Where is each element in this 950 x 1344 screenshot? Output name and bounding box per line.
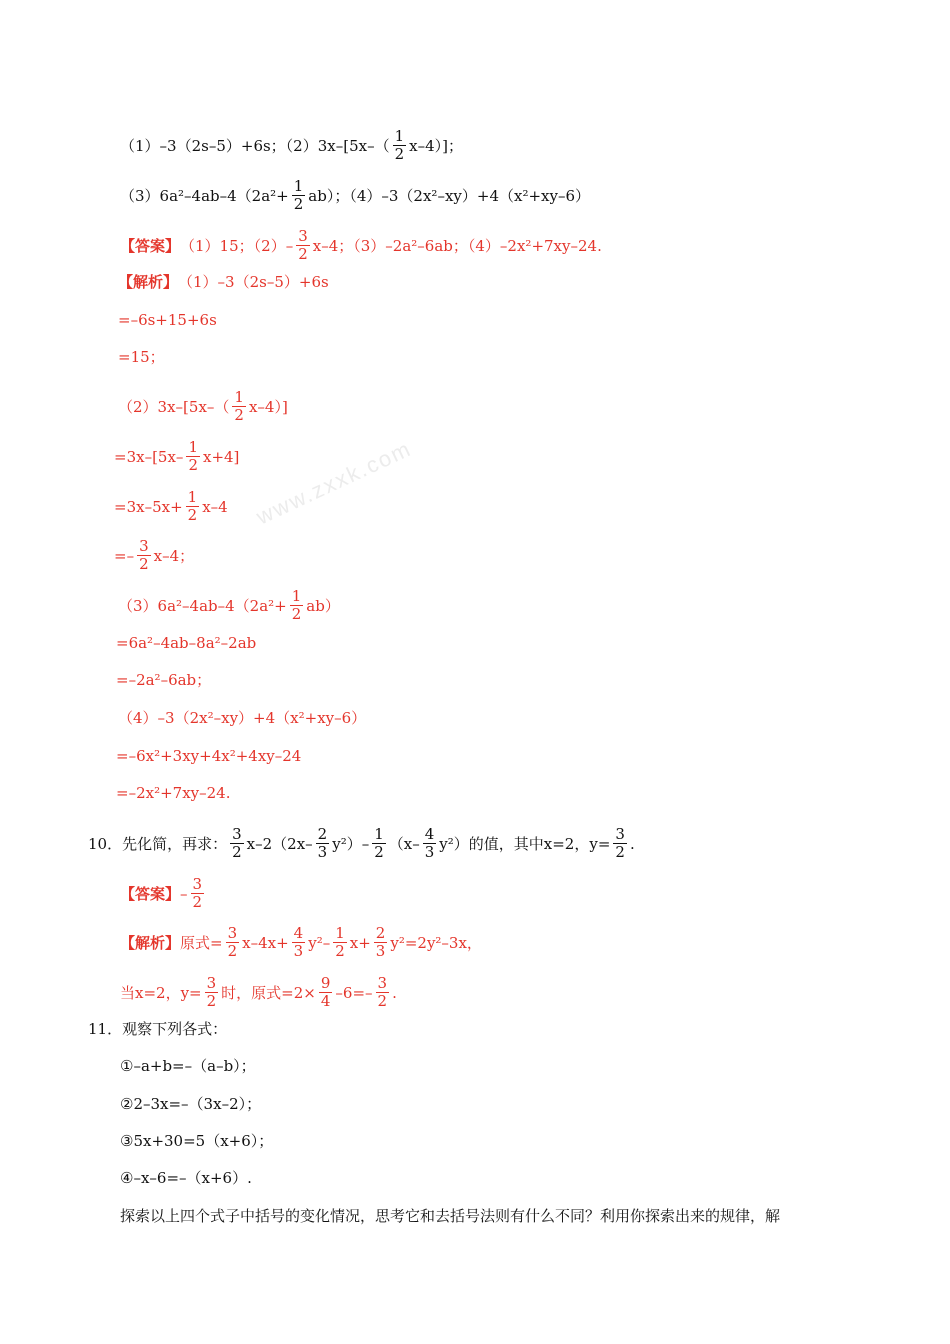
q9-analysis-1 [118,272,329,292]
text: ab）；（4）–3（2x²–xy）+4（x²+xy–6） [308,186,591,205]
fraction: $\frac{2}{3}$ [375,924,386,960]
q10-answer: 【答案】 – $\frac{3}{2}$ [120,875,203,911]
q9-step: =6a²–4ab–8a²–2ab [116,634,257,652]
q9-line-1 [120,128,463,163]
fraction: $\frac{3}{2}$ [615,825,625,861]
fraction: $\frac{3}{2}$ [139,537,149,573]
list-item: ②2–3x=–（3x–2）； [120,1095,262,1113]
text: x–4）]； [409,136,463,155]
fraction: $\frac{1}{2}$ [335,924,345,960]
q9-step: （4）–3（2x²–xy）+4（x²+xy–6） [118,709,367,727]
q11-explore: 探索以上四个式子中括号的变化情况，思考它和去括号法则有什么不同？利用你探索出来的规律，解 [120,1207,781,1225]
text: （1）–3（2s–5）+6s [178,273,329,291]
q9-step: =3x–[5x– $\frac{1}{2}$ x+4] [114,438,240,474]
fraction: $\frac{3}{2}$ [192,875,203,911]
q9-step: =–2x²+7xy–24. [116,784,231,802]
question-number: 10． [88,834,123,853]
fraction: $\frac{1}{2}$ [234,388,244,424]
fraction: $\frac{4}{3}$ [424,825,435,861]
q9-step: （3）6a²–4ab–4（2a²+ $\frac{1}{2}$ ab） [118,587,340,623]
q9-step: =3x–5x+ $\frac{1}{2}$ x–4 [114,488,228,524]
q10-analysis-1: 【解析】 原式= $\frac{3}{2}$ x–4x+ $\frac{4}{3}$ y²– $\frac{1}{2}$ x+ $\frac{2}{3}$ y²=2y²–3x， [120,924,482,960]
fraction: $\frac{3}{2}$ [206,974,217,1010]
fraction: $\frac{1}{2}$ [394,127,405,163]
fraction: $\frac{3}{2}$ [232,825,242,861]
analysis-label: 【解析】 [118,273,179,291]
answer-label: 【答案】 [120,884,181,903]
q9-step: =–2a²–6ab； [116,671,212,689]
text: （3）6a²–4ab–4（2a²+ [120,186,289,205]
fraction: $\frac{4}{3}$ [293,924,304,960]
fraction: $\frac{3}{2}$ [377,974,388,1010]
fraction: $\frac{1}{2}$ [291,587,302,623]
watermark: www.zxxk.com [252,435,416,530]
question-number: 11． [88,1020,123,1038]
q10-analysis-2: 当x=2，y= $\frac{3}{2}$ 时，原式=2× $\frac{9}{4}$ –6=– $\frac{3}{2}$ . [120,974,397,1010]
fraction: $\frac{1}{2}$ [188,438,198,474]
q9-step: =–6s+15+6s [118,311,217,329]
q10-question: 10． 先化简，再求： $\frac{3}{2}$ x–2（2x– $\frac{2}{3}$ y²）– $\frac{1}{2}$ （x– $\frac{4}{3}$ y²）的值，其中x=2，y= $\frac{3}{2}$ . [88,825,635,861]
text: （1）15；（2）– [180,236,294,255]
list-item: ④–x–6=–（x+6）. [120,1169,252,1187]
text: x–4；（3）–2a²–6ab；（4）–2x²+7xy–24. [312,236,602,255]
q9-step: =–6x²+3xy+4x²+4xy–24 [116,747,302,765]
list-item: ①–a+b=–（a–b）； [120,1057,256,1075]
q9-line-2 [120,178,590,213]
q9-answer [120,228,602,263]
analysis-label: 【解析】 [120,933,181,952]
answer-label: 【答案】 [120,236,181,255]
fraction: $\frac{1}{2}$ [187,488,198,524]
fraction: $\frac{3}{2}$ [298,227,308,263]
list-item: ③5x+30=5（x+6）； [120,1132,274,1150]
q11-title: 11． 观察下列各式： [88,1020,228,1038]
q9-step: （2）3x–[5x–（ $\frac{1}{2}$ x–4）] [118,388,288,424]
fraction: $\frac{1}{2}$ [374,825,384,861]
fraction: $\frac{2}{3}$ [317,825,328,861]
fraction: $\frac{1}{2}$ [293,177,304,213]
fraction: $\frac{9}{4}$ [320,974,331,1010]
fraction: $\frac{3}{2}$ [227,924,238,960]
text: （1）–3（2s–5）+6s；（2）3x–[5x–（ [120,136,390,155]
q9-step: =– $\frac{3}{2}$ x–4； [114,537,195,573]
q9-step: =15； [118,348,165,366]
